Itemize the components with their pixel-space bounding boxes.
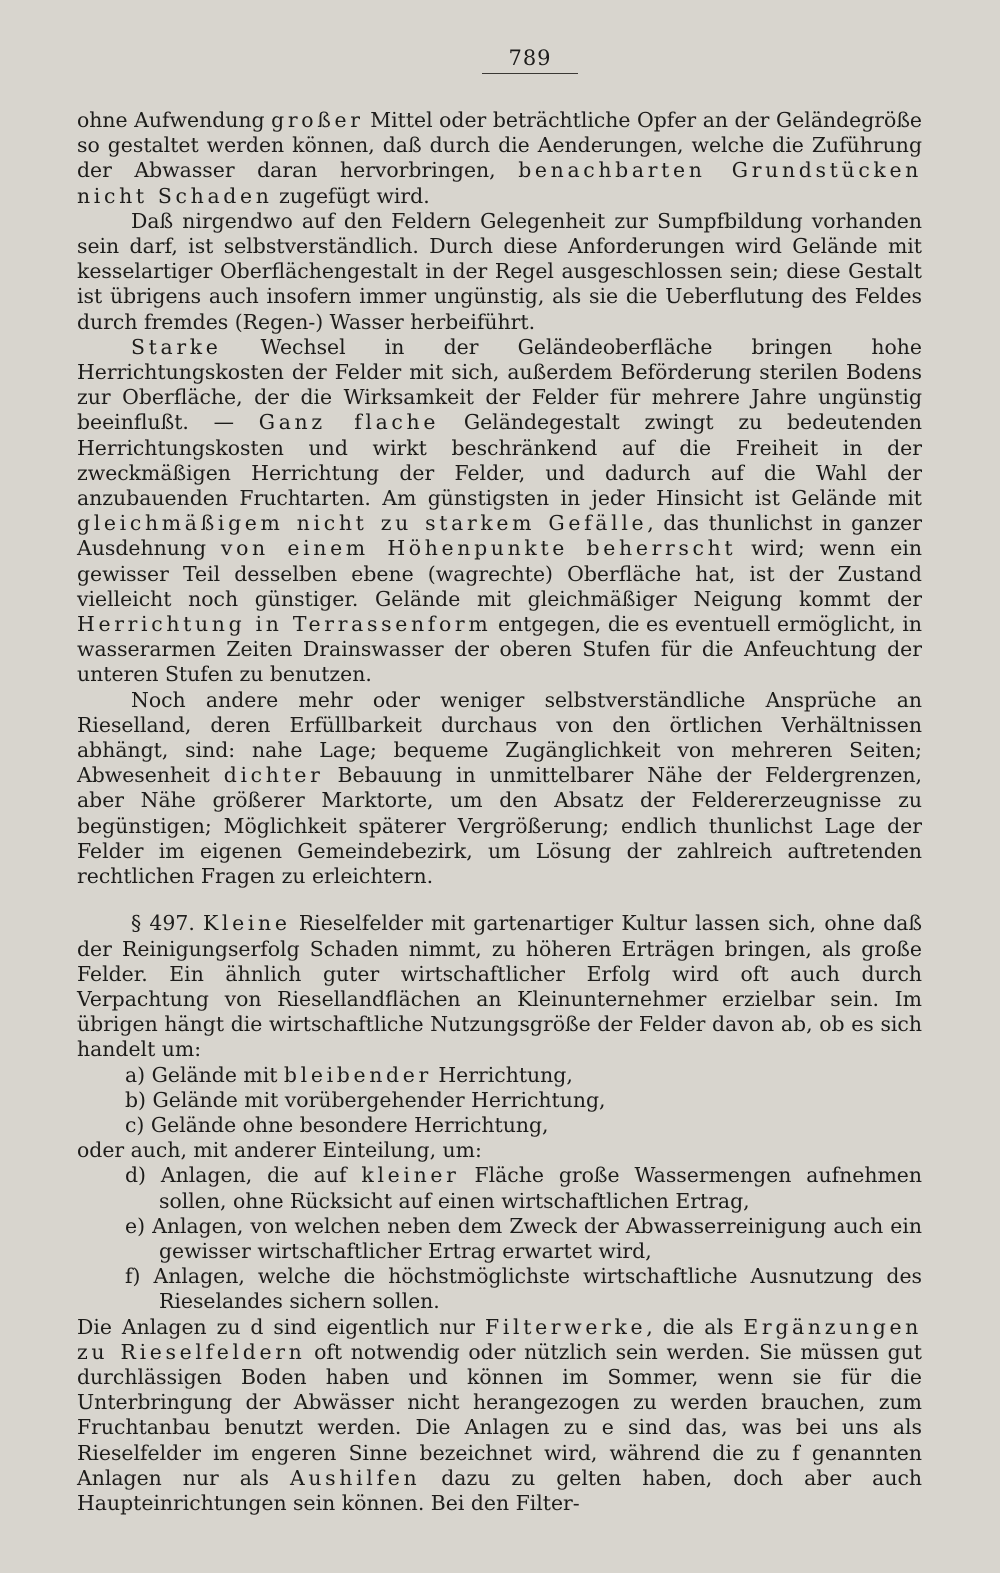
list-item-e: e) Anlagen, von welchen neben dem Zweck der Abwasserreinigung auch ein gewisser wirtschaftlicher Ertrag erwartet wird, [125,1213,922,1263]
paragraph-2: Daß nirgendwo auf den Feldern Gelegenheit zur Sumpfbildung vorhanden sein darf, ist selbstverständlich. Durch diese Anforderungen wird Gelände mit kesselartiger Oberflächengestalt in der Regel ausgeschlossen sein; diese Gestalt ist übrigens auch insofern immer ungünstig, als sie die Ueberflutung des Feldes durch fremdes (Regen-) Wasser herbeiführt. [77,208,922,334]
page-number: 789 [482,46,577,74]
list-lead: oder auch, mit anderer Einteilung, um: [77,1138,482,1163]
page-body [77,108,922,1516]
page-header [0,46,1000,74]
paragraph-4: Noch andere mehr oder weniger selbstverständliche Ansprüche an Rieselland, deren Erfüllbarkeit durchaus von den örtlichen Verhältnissen abhängt, sind: nahe Lage; bequeme Zugänglichkeit von mehreren Seiten; Abwesenheit dichter Bebauung in unmittelbarer Nähe der Feldergrenzen, aber Nähe größerer Marktorte, um den Absatz der Feldererzeugnisse zu begünstigen; Möglichkeit späterer Vergrößerung; endlich thunlichst Lage der Felder im eigenen Gemeindebezirk, um Lösung der zahlreich auftretenden rechtlichen Fragen zu erleichtern. [77,687,922,889]
list-item-b: b) Gelände mit vorübergehender Herrichtung, [125,1087,606,1112]
list-item-a: a) Gelände mit bleibender Herrichtung, [125,1062,573,1087]
paragraph-3: Starke Wechsel in der Geländeoberfläche bringen hohe Herrichtungskosten der Felder mit sich, außerdem Beförderung sterilen Bodens zur Oberfläche, der die Wirksamkeit der Felder für mehrere Jahre ungünstig beeinflußt. — Ganz flache Geländegestalt zwingt zu bedeutenden Herrichtungskosten und wirkt beschränkend auf die Freiheit in der zweckmäßigen Herrichtung der Felder, und dadurch auf die Wahl der anzubauenden Fruchtarten. Am günstigsten in jeder Hinsicht ist Gelände mit gleichmäßigem nicht zu starkem Gefälle, das thunlichst in ganzer Ausdehnung von einem Höhenpunkte beherrscht wird; wenn ein gewisser Teil desselben ebene (wagrechte) Oberfläche hat, ist der Zustand vielleicht noch günstiger. Gelände mit gleichmäßiger Neigung kommt der Herrichtung in Terrassenform entgegen, die es eventuell ermöglicht, in wasserarmen Zeiten Drainswasser der oberen Stufen für die Anfeuchtung der unteren Stufen zu benutzen. [77,334,923,687]
paragraph-6: Die Anlagen zu d sind eigentlich nur Filterwerke, die als Ergänzungen zu Rieselfeldern oft notwendig oder nützlich sein werden. Sie müssen gut durchlässigen Boden haben und können im Sommer, wenn sie für die Unterbringung der Abwässer nicht herangezogen zu werden brauchen, zum Fruchtanbau benutzt werden. Die Anlagen zu e sind das, was bei uns als Rieselfelder im engeren Sinne bezeichnet wird, während die zu f genannten Anlagen nur als Aushilfen dazu zu gelten haben, doch aber auch Haupteinrichtungen sein können. Bei den Filter- [77,1314,923,1515]
list-item-f: f) Anlagen, welche die höchstmöglichste wirtschaftliche Ausnutzung des Rieselandes sichern sollen. [125,1264,922,1314]
list-item-c: c) Gelände ohne besondere Herrichtung, [125,1112,549,1137]
list-item-d: d) Anlagen, die auf kleiner Fläche große Wassermengen aufnehmen sollen, ohne Rücksicht auf einen wirtschaftlichen Ertrag, [125,1163,922,1213]
section-497: § 497. Kleine Rieselfelder mit gartenartiger Kultur lassen sich, ohne daß der Reinigungserfolg Schaden nimmt, zu höheren Erträgen bringen, als große Felder. Ein ähnlich guter wirtschaftlicher Erfolg wird oft auch durch Verpachtung von Riesellandflächen an Kleinunternehmer erzielbar sein. Im übrigen hängt die wirtschaftliche Nutzungsgröße der Felder davon ab, ob es sich handelt um: [77,911,922,1062]
paragraph-1: ohne Aufwendung großer Mittel oder beträchtliche Opfer an der Geländegröße so gestaltet werden können, daß durch die Aenderungen, welche die Zuführung der Abwasser daran hervorbringen, benachbarten Grundstücken nicht Schaden zugefügt wird. [77,108,923,208]
